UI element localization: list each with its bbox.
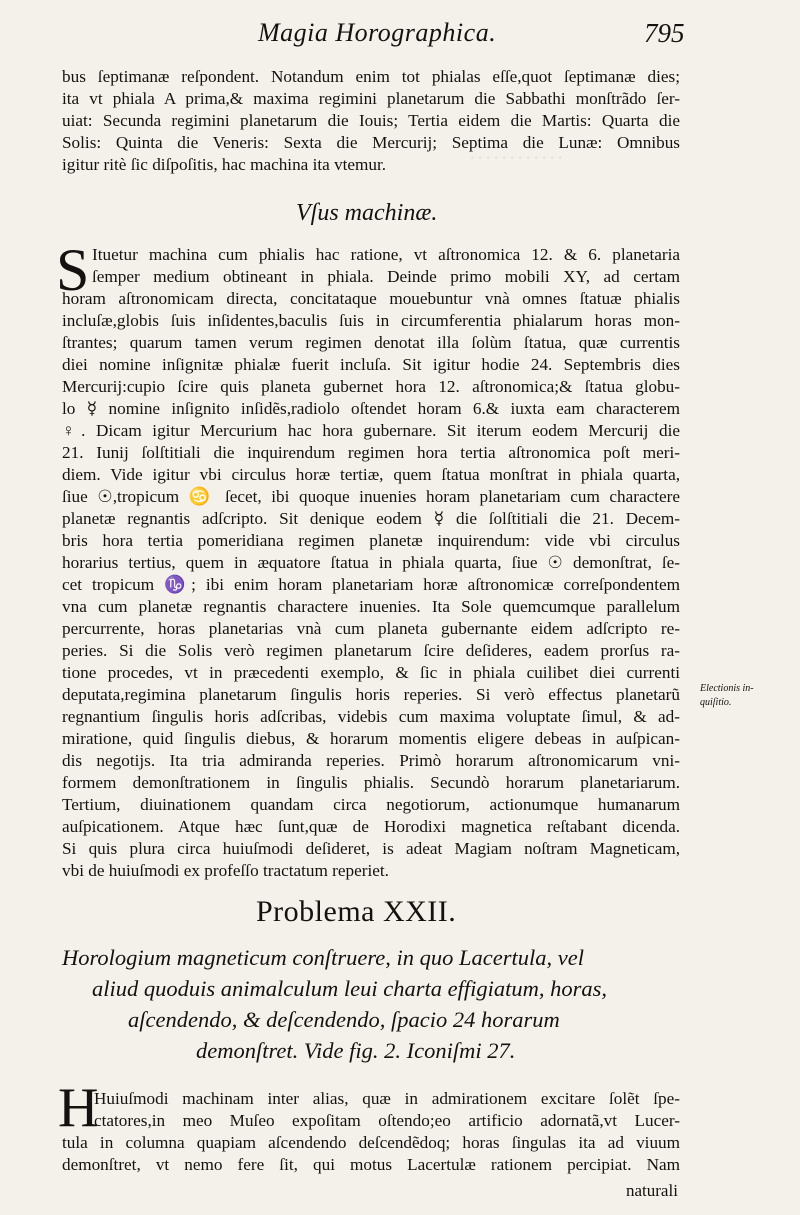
- text-line: percurrente, horas planetarias vnà cum planeta gubernante eidem adſcripto re-: [62, 619, 680, 638]
- text-line: bris hora tertia pomeridiana regimen planetæ inquirendum: vide vbi circulus: [62, 531, 680, 550]
- problem-statement-line: aliud quoduis animalculum leui charta effigiatum, horas,: [92, 976, 607, 1001]
- text-line: vna cum planetæ regnantis charactere inuenies. Ita Sole quemcumque parallelum: [62, 597, 680, 616]
- text-line: vbi de huiuſmodi ex profeſſo tractatum reperiet.: [62, 861, 389, 880]
- section-heading: Vſus machinæ.: [296, 200, 438, 226]
- text-line: Mercurij:cupio ſcire quis planeta gubernet hora 12. aſtronomica;& ſtatua globu-: [62, 377, 680, 396]
- text-line: diei nomine inſignitæ phialæ fuerit incluſa. Sit igitur hodie 24. Septembris dies: [62, 355, 680, 374]
- drop-cap-s: S: [56, 237, 90, 303]
- text-line: miratione, quid ſingulis diebus, & horarum momentis eligere debeas in auſpican-: [62, 729, 680, 748]
- text-line: cet tropicum ♑; ibi enim horam planetariam horæ aſtronomicæ correſpondentem: [62, 575, 680, 594]
- text-line: diem. Vide igitur vbi circulus horæ tertiæ, quem ſtatua monſtrat in phiala quarta,: [62, 465, 680, 484]
- text-line: regnantium ſingulis horis adſcribas, videbis cum maxima voluptate ſimul, & ad-: [62, 707, 680, 726]
- text-line: 21. Iunij ſolſtitiali die inquirendum regimen hora tertia aſtronomica poſt meri-: [62, 443, 680, 462]
- drop-cap-h: H: [58, 1077, 99, 1139]
- text-line: incluſæ,globis ſuis inſidentes,baculis ſuis in circumferentia phialarum horas mon-: [62, 311, 680, 330]
- text-line: tula in columna quapiam aſcendendo deſcendẽdoq; horas ſingulas ita ad viuum: [62, 1133, 680, 1152]
- text-line: bus ſeptimanæ reſpondent. Notandum enim tot phialas eſſe,quot ſeptimanæ dies;: [62, 67, 680, 86]
- text-line: tione procedes, vt in præcedenti exemplo, & ſic in phiala cuilibet diei currenti: [62, 663, 680, 682]
- margin-note: Electionis in-: [700, 683, 754, 694]
- text-line: Ituetur machina cum phialis hac ratione, vt aſtronomica 12. & 6. planetaria: [92, 245, 680, 264]
- running-head: [0, 14, 800, 54]
- running-title: Magia Horographica.: [258, 18, 497, 47]
- text-line: Huiuſmodi machinam inter alias, quæ in admirationem excitare ſolẽt ſpe-: [94, 1089, 680, 1108]
- text-line: horam aſtronomicam directa, concitataque mouebuntur vnà omnes ſtatuæ phialis: [62, 289, 680, 308]
- problem-statement-line: aſcendendo, & deſcendendo, ſpacio 24 horarum: [128, 1007, 560, 1032]
- catchword: naturali: [626, 1181, 678, 1200]
- problem-statement-line: Horologium magneticum conſtruere, in quo Lacertula, vel: [62, 945, 585, 970]
- text-line: Solis: Quinta die Veneris: Sexta die Mercurij; Septima die Lunæ: Omnibus: [62, 133, 680, 152]
- text-line: igitur ritè ſic diſpoſitis, hac machina ita vtemur.: [62, 155, 387, 174]
- text-line: planetæ regnantis adſcripto. Sit denique eodem ☿ die ſolſtitiali die 21. Decem-: [62, 509, 680, 528]
- text-line: ſiue ☉,tropicum ♋ ſecet, ibi quoque inuenies horam planetariam cum charactere: [62, 487, 680, 506]
- text-line: auſpicationem. Atque hæc ſunt,quæ de Horodixi magnetica reſtabant dicenda.: [62, 817, 680, 836]
- text-line: ♀. Dicam igitur Mercurium hac hora gubernare. Sit iterum eodem Mercurij die: [62, 421, 680, 440]
- text-line: ſtrantes; quarum tamen verum regimen denotat illa ſolùm ſtatua, quæ currentis: [62, 333, 680, 352]
- text-line: lo ☿ nomine inſignito inſidẽs,radiolo oſtendet horam 6.& iuxta eam characterem: [62, 399, 680, 418]
- text-line: peries. Si die Solis verò regimen planetarum ſcire deſideres, eadem prorſus ra-: [62, 641, 680, 660]
- text-line: Tertium, diuinationem quandam circa negotiorum, actionumque humanarum: [62, 795, 680, 814]
- text-line: ſemper medium obtineant in phiala. Deinde primo mobili XY, ad certam: [92, 267, 680, 286]
- problem-statement-line: demonſtret. Vide fig. 2. Iconiſmi 27.: [196, 1038, 516, 1063]
- text-line: ita vt phiala A prima,& maxima regimini planetarum die Sabbathi monſtrãdo ſer-: [62, 89, 680, 108]
- text-line: Si quis plura circa huiuſmodi deſideret, is adeat Magiam noſtram Magneticam,: [62, 839, 680, 858]
- text-line: formem demonſtrationem in ſingulis phialis. Secundò horarum planetariarum.: [62, 773, 680, 792]
- text-line: ctatores,in meo Muſeo expoſitam oſtendo;eo artificio adornatã,vt Lucer-: [94, 1111, 680, 1130]
- text-line: dis negotijs. Ita tria admiranda reperies. Primò horarum aſtronomicarum vni-: [62, 751, 680, 770]
- text-line: uiat: Secunda regimini planetarum die Iouis; Tertia eidem die Martis: Quarta die: [62, 111, 680, 130]
- page-number: 795: [644, 18, 685, 48]
- show-through: · · · · · · · · · · · ·: [470, 150, 562, 167]
- text-line: deputata,regimina planetarum ſingulis horis reperies. Si verò effectus planetarũ: [62, 685, 680, 704]
- text-line: horarius tertius, quem in æquatore ſtatua in phiala quarta, ſiue ☉ demonſtrat, ſe-: [62, 553, 680, 572]
- margin-note: quiſitio.: [700, 697, 732, 708]
- text-line: demonſtret, vt nemo fere ſit, qui motus Lacertulæ rationem percipiat. Nam: [62, 1155, 680, 1174]
- problem-title: Problema XXII.: [256, 895, 457, 928]
